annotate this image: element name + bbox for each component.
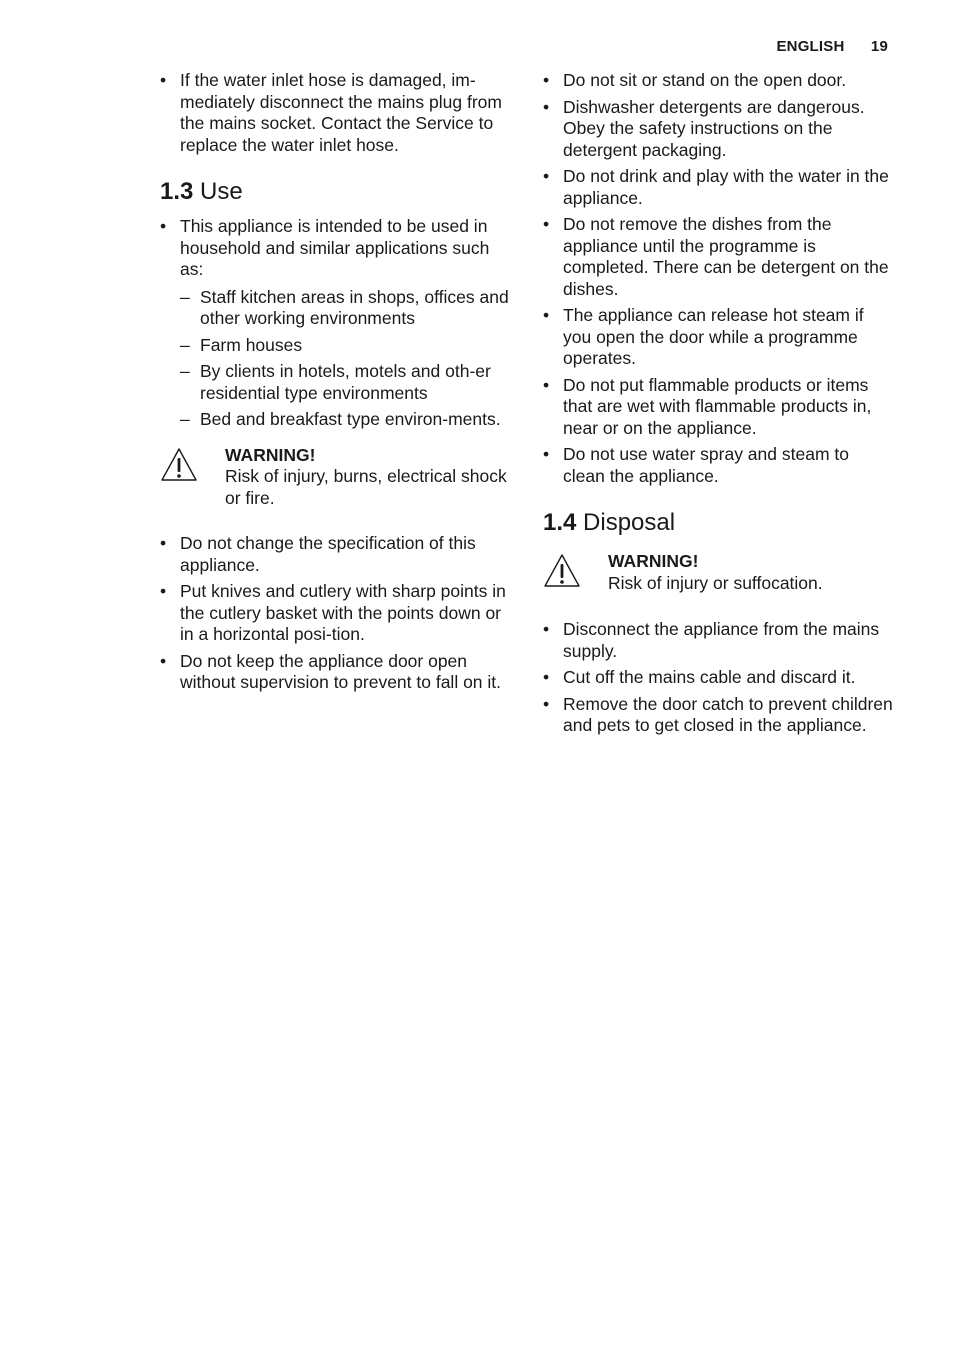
warning-block bbox=[543, 551, 895, 595]
sub-list-item: – Farm houses bbox=[180, 334, 303, 355]
section-title: Use bbox=[200, 178, 243, 205]
bullet: • bbox=[543, 667, 550, 687]
bullet: • bbox=[543, 444, 550, 464]
dash: – bbox=[180, 334, 190, 355]
bullet: • bbox=[160, 581, 167, 601]
list-item: • Put knives and cutlery with sharp points in the cutlery basket with the points down or in a horizontal posi-tion. bbox=[160, 581, 506, 644]
right-column bbox=[543, 70, 895, 742]
bullet: • bbox=[543, 70, 550, 90]
section-heading-disposal bbox=[543, 509, 895, 537]
list-item: • Do not remove the dishes from the appliance until the programme is completed. There can be detergent on the dishes. bbox=[543, 214, 889, 299]
bullet: • bbox=[160, 216, 167, 236]
list-item: • Remove the door catch to prevent children and pets to get closed in the appliance. bbox=[543, 693, 893, 735]
list-item: • Cut off the mains cable and discard it. bbox=[543, 667, 856, 687]
safety-list bbox=[543, 70, 895, 487]
list-item: • Do not drink and play with the water in the appliance. bbox=[543, 166, 889, 208]
bullet: • bbox=[160, 650, 167, 671]
intro-list bbox=[160, 70, 512, 156]
warning-block bbox=[160, 445, 512, 510]
warning-triangle-icon bbox=[160, 447, 198, 483]
page-number: 19 bbox=[870, 38, 888, 55]
list-item: • Do not put flammable products or items that are wet with flammable products in, near or on the appliance. bbox=[543, 374, 872, 438]
language-label: ENGLISH bbox=[776, 38, 845, 55]
section-heading-use bbox=[160, 178, 512, 206]
sub-list bbox=[180, 287, 512, 431]
sub-list-item: – By clients in hotels, motels and oth-er residential type environments bbox=[180, 361, 491, 403]
disposal-list bbox=[543, 619, 895, 737]
bullet: • bbox=[543, 214, 550, 234]
list-item: • Do not change the specification of this appliance. bbox=[160, 533, 476, 575]
warning-title: WARNING! bbox=[225, 444, 316, 465]
bullet: • bbox=[543, 374, 550, 395]
list-item: • Dishwasher detergents are dangerous. Obey the safety instructions on the detergent packaging. bbox=[543, 96, 865, 160]
list-item: • This appliance is intended to be used in household and similar applications such as: – Staff kitchen areas in shops, offices and other working environments – Farm houses – By clients in hotels, motels and oth-er residential type environments – Bed and breakfast type environ-ments. bbox=[160, 216, 512, 431]
warning-triangle-icon bbox=[543, 553, 581, 589]
list-item: • The appliance can release hot steam if you open the door while a programme operates. bbox=[543, 305, 864, 368]
section-title: Disposal bbox=[583, 509, 676, 536]
sub-list-item: – Bed and breakfast type environ-ments. bbox=[180, 409, 501, 429]
dash: – bbox=[180, 409, 190, 429]
bullet: • bbox=[543, 305, 550, 325]
list-item: • Do not sit or stand on the open door. bbox=[543, 70, 847, 90]
bullet: • bbox=[543, 96, 550, 117]
bullet: • bbox=[543, 619, 550, 639]
list-item: • If the water inlet hose is damaged, im-mediately disconnect the mains plug from the mains socket. Contact the Service to replace the water inlet hose. bbox=[160, 70, 502, 155]
use-list-continued bbox=[160, 533, 512, 694]
warning-title: WARNING! bbox=[608, 551, 699, 571]
bullet: • bbox=[160, 70, 167, 90]
list-item: • Do not use water spray and steam to clean the appliance. bbox=[543, 444, 849, 486]
section-number: 1.3 bbox=[160, 178, 194, 205]
page-header bbox=[776, 38, 888, 55]
dash: – bbox=[180, 286, 190, 307]
warning-text: Risk of injury, burns, electrical shock or fire. bbox=[225, 466, 507, 508]
section-number: 1.4 bbox=[543, 509, 577, 536]
bullet: • bbox=[543, 693, 550, 714]
sub-list-item: – Staff kitchen areas in shops, offices and other working environments bbox=[180, 286, 509, 328]
list-item: • Do not keep the appliance door open without supervision to prevent to fall on it. bbox=[160, 650, 502, 692]
list-item: • Disconnect the appliance from the mains supply. bbox=[543, 619, 880, 661]
left-column bbox=[160, 70, 512, 699]
dash: – bbox=[180, 361, 190, 381]
bullet: • bbox=[543, 166, 550, 186]
warning-text: Risk of injury or suffocation. bbox=[608, 572, 823, 593]
bullet: • bbox=[160, 533, 167, 553]
use-list bbox=[160, 216, 512, 431]
